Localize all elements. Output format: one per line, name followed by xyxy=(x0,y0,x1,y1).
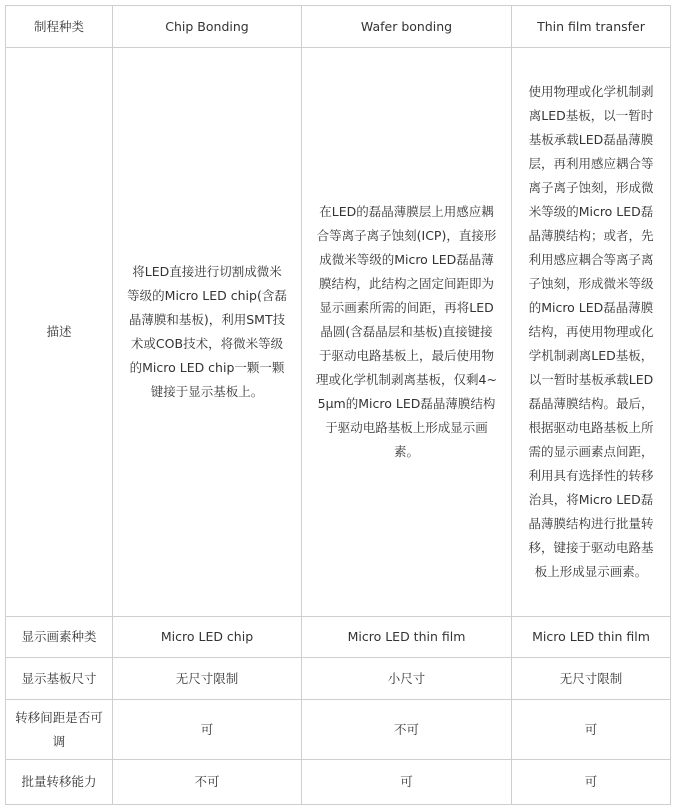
table-row-pixel-type xyxy=(6,617,671,658)
table-cell: 可 xyxy=(512,700,671,760)
row-label: 描述 xyxy=(6,48,113,617)
process-comparison-table xyxy=(5,5,671,805)
header-chip-bonding: Chip Bonding xyxy=(113,6,302,48)
header-row xyxy=(6,6,671,48)
header-thin-film-transfer: Thin film transfer xyxy=(512,6,671,48)
description-chip-bonding: 将LED直接进行切割成微米等级的Micro LED chip(含磊晶薄膜和基板)，利用SMT技术或COB技术，将微米等级的Micro LED chip一颗一颗键接于显示基板上。 xyxy=(113,48,302,617)
table-row-batch-transfer xyxy=(6,760,671,805)
table-cell: 不可 xyxy=(113,760,302,805)
header-wafer-bonding: Wafer bonding xyxy=(302,6,512,48)
table-row-substrate-size xyxy=(6,658,671,700)
table-cell: Micro LED thin film xyxy=(512,617,671,658)
description-thin-film-transfer: 使用物理或化学机制剥离LED基板，以一暂时基板承载LED磊晶薄膜层，再利用感应耦合等离子离子蚀刻，形成微米等级的Micro LED磊晶薄膜结构；或者，先利用感应耦合等离子离子蚀刻，形成微米等级的Micro LED磊晶薄膜结构，再使用物理或化学机制剥离LED基板，以一暂时基板承载LED磊晶薄膜结构。最后，根据驱动电路基板上所需的显示画素点间距，利用具有选择性的转移治具，将Micro LED磊晶薄膜结构进行批量转移，键接于驱动电路基板上形成显示画素。 xyxy=(512,48,671,617)
table-cell: Micro LED thin film xyxy=(302,617,512,658)
table-cell: 无尺寸限制 xyxy=(512,658,671,700)
table-cell: 小尺寸 xyxy=(302,658,512,700)
table-row-description xyxy=(6,48,671,617)
header-process-type: 制程种类 xyxy=(6,6,113,48)
table-cell: 可 xyxy=(113,700,302,760)
row-label: 显示画素种类 xyxy=(6,617,113,658)
table-cell: 不可 xyxy=(302,700,512,760)
table-cell: 无尺寸限制 xyxy=(113,658,302,700)
row-label: 批量转移能力 xyxy=(6,760,113,805)
table-cell: Micro LED chip xyxy=(113,617,302,658)
table-cell: 可 xyxy=(302,760,512,805)
row-label: 转移间距是否可调 xyxy=(6,700,113,760)
table-cell: 可 xyxy=(512,760,671,805)
table-row-pitch-adjustable xyxy=(6,700,671,760)
description-wafer-bonding: 在LED的磊晶薄膜层上用感应耦合等离子离子蚀刻(ICP)，直接形成微米等级的Micro LED磊晶薄膜结构，此结构之固定间距即为显示画素所需的间距，再将LED晶圆(含磊晶层和基板)直接键接于驱动电路基板上，最后使用物理或化学机制剥离基板，仅剩4~5μm的Micro LED磊晶薄膜结构于驱动电路基板上形成显示画素。 xyxy=(302,48,512,617)
row-label: 显示基板尺寸 xyxy=(6,658,113,700)
